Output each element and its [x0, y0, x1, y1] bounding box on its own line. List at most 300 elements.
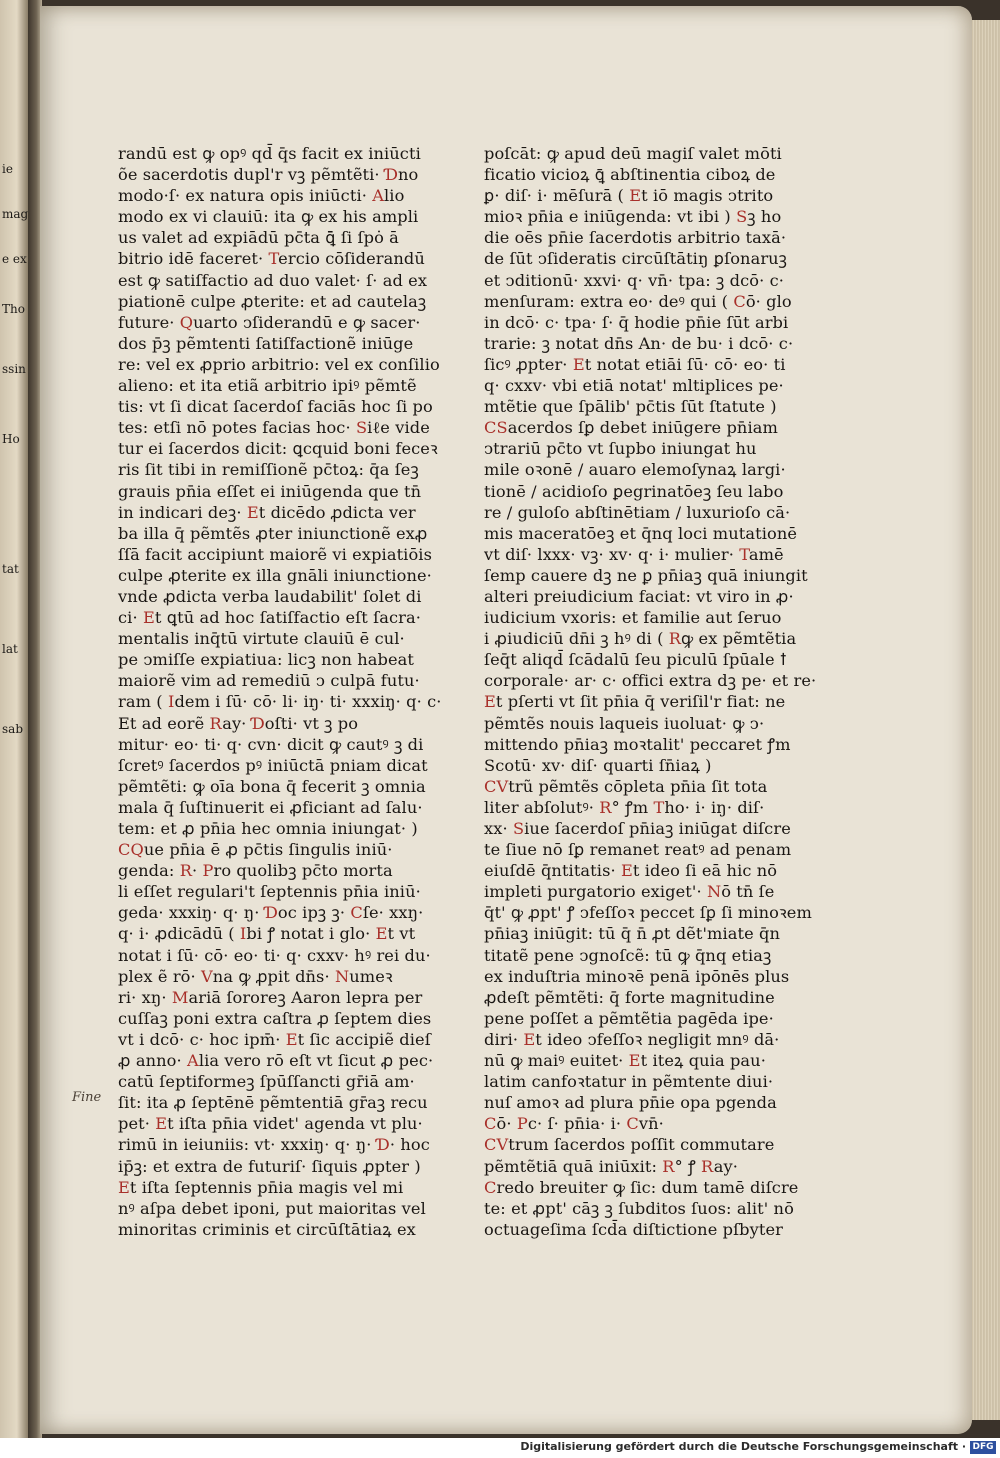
right-column-line — [484, 1219, 796, 1240]
right-column-line — [484, 902, 812, 923]
rubric-initial: S — [355, 418, 368, 438]
text-run: poſcāt: ꝙ apud deū magiſ valet mōti — [484, 144, 782, 163]
text-run: Scotū· xv· diſ· quarti ſn̄iaꝝ ) — [484, 755, 712, 775]
text-run: ro quolibꝫ pc̄to morta — [213, 861, 393, 881]
left-column-line — [118, 734, 436, 755]
text-run: trũ pẽmtẽs cōpleta pn̄ia ſit tota — [508, 776, 768, 796]
text-run: titatẽ pene ↄgnoſcẽ: tū ꝙ q̄nq etiaꝫ — [484, 945, 772, 965]
right-column-line — [484, 628, 796, 649]
text-run: lio — [384, 186, 405, 206]
left-column-line — [118, 417, 436, 438]
rubric-initial: N — [334, 966, 350, 986]
left-column-line — [118, 227, 436, 248]
previous-page-fragment: ssin — [2, 362, 26, 376]
right-column-line — [484, 818, 796, 839]
right-column-line — [484, 860, 796, 881]
right-column-line — [484, 565, 808, 586]
rubric-initial: E — [628, 1051, 641, 1071]
right-column-line — [484, 396, 796, 417]
right-column-line — [484, 523, 796, 544]
left-column-line — [118, 459, 436, 480]
text-run: ō· — [496, 1114, 517, 1134]
text-run: t vt — [387, 924, 416, 944]
right-column-line — [484, 586, 796, 607]
previous-page-fragment: Tho — [2, 302, 25, 316]
rubric-initial: C — [484, 776, 497, 796]
text-run: genda: — [118, 861, 180, 881]
text-run: us valet ad expiādū pc̄ta ꝗ̄ ſi ſpȯ ā — [118, 228, 399, 248]
right-column-line — [484, 481, 796, 502]
page-stack-edge — [972, 20, 1000, 1420]
left-column-line — [118, 839, 436, 860]
rubric-initial: R — [599, 797, 612, 817]
text-run: menſuram: extra eo· deꝰ qui ( — [484, 291, 734, 311]
text-run: iℓe vide — [367, 418, 430, 438]
right-column-line — [484, 1008, 796, 1029]
text-run: minoritas criminis et circūſtātiaꝝ ex — [118, 1219, 416, 1239]
text-column-left — [118, 143, 442, 1240]
text-run: die oēs pn̄ie ſacerdotis arbitrio taxā· — [484, 228, 787, 248]
text-run: diri· — [484, 1029, 524, 1049]
text-run: · hoc — [389, 1135, 430, 1155]
text-run: xx· — [484, 819, 513, 838]
rubric-initial: N — [706, 882, 722, 902]
right-column-line — [484, 881, 796, 902]
previous-page-fragment: mag — [2, 207, 29, 221]
text-run: notat i ſū· cō· eo· ti· q· cxxv· hꝰ rei du· — [118, 945, 431, 965]
text-run: plex ẽ rō· — [118, 966, 201, 986]
text-column-right — [484, 143, 817, 1240]
rubric-initial: C — [484, 418, 497, 438]
text-run: piationē culpe ꝓterite: et ad cautelaꝫ — [118, 291, 427, 311]
right-column-line — [484, 1198, 796, 1219]
right-column-line — [484, 459, 796, 480]
right-column-line — [484, 227, 796, 248]
text-run: t ideo ſi eā hic nō — [632, 861, 778, 881]
text-run: ꝙ ex pẽmtẽtia — [681, 629, 797, 649]
right-column-line — [484, 164, 796, 185]
right-column-line — [484, 291, 796, 312]
left-column-line — [118, 396, 436, 417]
text-run: · — [191, 861, 203, 881]
text-run: iudicium vxoris: et familie aut ſeruo — [484, 608, 782, 628]
text-run: eiuſdē q̄ntitatis· — [484, 861, 621, 881]
previous-page-fragment: e ex — [2, 252, 27, 266]
text-run: uarto ↄſiderandū e ꝙ sacer· — [193, 312, 421, 332]
text-run: iue ſacerdoſ pn̄iaꝫ iniūgat diſcre — [524, 819, 791, 838]
left-column-line — [118, 923, 436, 944]
text-run: culpe ꝓterite ex illa gnāli iniunctione· — [118, 565, 432, 585]
right-column-line — [484, 607, 796, 628]
rubric-initial: Ɗ — [384, 165, 399, 185]
rubric-initial: E — [142, 608, 155, 628]
left-column-line — [118, 1008, 436, 1029]
rubric-initial: A — [187, 1051, 199, 1071]
left-column-line — [118, 1198, 436, 1219]
text-run: ō· glo — [745, 291, 792, 311]
rubric-initial: E — [246, 502, 259, 522]
text-run: nū ꝙ maiꝰ euitet· — [484, 1051, 629, 1071]
left-column-line — [118, 902, 436, 923]
text-run: te: et ꝓpt' cāꝫ ꝫ ſubditos ſuos: alit' nō — [484, 1198, 794, 1218]
text-run: ſeq̄t aliqd̄ ſcādalū ſeu piculū ſpūale ꝉ — [484, 650, 787, 670]
right-column-line — [484, 923, 796, 944]
text-run: ō tn̄ ſe — [721, 882, 775, 902]
left-column-line — [118, 544, 436, 565]
left-column-line — [118, 691, 442, 712]
right-column-line — [484, 691, 796, 712]
text-run: ficatio vicioꝝ ꝗ̄ abſtinentia ciboꝝ de — [484, 165, 776, 185]
right-column-line — [484, 502, 796, 523]
right-column-line — [484, 248, 796, 269]
left-column-line — [118, 628, 436, 649]
rubric-initial: E — [155, 1114, 168, 1134]
text-run: te ſiue nō ſꝑ remanet reatꝰ ad penam — [484, 840, 792, 860]
rubric-initial: R — [668, 629, 682, 649]
text-run: t notat etiāi ſū· cō· eo· ti — [584, 354, 786, 374]
rubric-initial: E — [118, 1177, 130, 1197]
left-column-line — [118, 333, 436, 354]
text-run: t ideo ↄfeſſoꝛ negligit mnꝰ dā· — [535, 1029, 780, 1049]
rubric-initial: E — [484, 692, 496, 712]
footer-bar — [0, 1438, 1000, 1458]
right-column-line — [484, 755, 796, 776]
left-column-line — [118, 586, 436, 607]
text-run: c· ſ· pn̄ia· i· — [527, 1114, 627, 1134]
text-run: ho· i· iŋ· diſ· — [664, 797, 765, 817]
text-run: ram ( — [118, 692, 168, 712]
left-column-line — [118, 270, 436, 291]
rubric-initial: C — [733, 291, 746, 311]
rubric-initial: A — [372, 186, 385, 206]
text-run: pene poſſet a pẽmtẽtia pagēda ipe· — [484, 1008, 774, 1028]
left-column-line — [118, 248, 436, 269]
right-column-line — [484, 438, 796, 459]
text-run: grauis pn̄ia eſſet ei iniūgenda que tn̄ — [118, 481, 422, 501]
rubric-initial: V — [201, 966, 213, 986]
rubric-initial: M — [171, 987, 189, 1007]
right-column-line — [484, 1050, 796, 1071]
left-column-line — [118, 1219, 436, 1240]
text-run: oſti· vt ꝫ po — [264, 713, 359, 733]
rubric-initial: T — [268, 249, 279, 269]
text-run: pet· — [118, 1114, 156, 1134]
text-run: ri· xŋ· — [118, 987, 172, 1007]
dfg-logo-icon: DFG — [970, 1441, 996, 1454]
text-run: umeꝛ — [349, 966, 393, 986]
rubric-initial: C — [350, 903, 363, 923]
left-column-line — [118, 291, 436, 312]
text-run: est ꝙ satiſfactio ad duo valet· ſ· ad ex — [118, 270, 428, 290]
text-run: de ſūt ↄſideratis circūſtātiŋ ꝑſonaruꝫ — [484, 249, 788, 269]
text-run: vnde ꝓdicta verba laudabilit' ſolet di — [118, 586, 422, 606]
text-run: latim canfoꝛtatur in pẽmtente diui· — [484, 1072, 774, 1092]
text-run: t ſic accipiẽ dieſ — [297, 1029, 431, 1049]
right-column-line — [484, 270, 796, 291]
text-run: ꝫ ho — [747, 207, 782, 227]
right-column-line — [484, 185, 796, 206]
text-run: t iſta pn̄ia videt' agenda vt plu· — [167, 1114, 423, 1134]
text-run: modo·ſ· ex natura opis iniūcti· — [118, 186, 373, 206]
text-run: alteri preiudicium faciat: vt viro in ꝓ· — [484, 586, 794, 606]
text-run: dos p̄ꝫ pẽmtenti ſatiſfactionẽ iniūge — [118, 333, 414, 353]
right-column-line — [484, 670, 817, 691]
right-column-line — [484, 544, 796, 565]
text-run: redo breuiter ꝙ ſic: dum tamē diſcre — [496, 1177, 799, 1197]
text-run: ariā ſororeꝫ Aaron lepra per — [188, 987, 423, 1007]
text-run: na ꝙ ꝓpit dn̄s· — [212, 966, 335, 986]
text-run: li eſſet regulari't ſeptennis pn̄ia iniū· — [118, 882, 421, 902]
text-run: tem: et ꝓ pn̄ia hec omnia iniungat· ) — [118, 819, 418, 838]
text-run: ay· — [713, 1156, 738, 1176]
right-column-line — [484, 206, 796, 227]
right-column-line — [484, 649, 796, 670]
left-column-line — [118, 860, 436, 881]
rubric-initial: I — [239, 924, 247, 944]
right-column-line — [484, 1092, 796, 1113]
rubric-initial: Ɗ — [264, 903, 278, 923]
text-run: alieno: et ita etiã arbitrio ipiꝰ pẽmtẽ — [118, 376, 417, 396]
left-column-line — [118, 966, 436, 987]
left-column-line — [118, 354, 440, 375]
left-column-line — [118, 565, 436, 586]
text-run: trarie: ꝫ notat dn̄s An· de bu· i dcō· c· — [484, 333, 794, 353]
rubric-initial: R — [209, 713, 223, 733]
text-run: octuageſima ſcd̄a diſtictione pſbyter — [484, 1219, 784, 1239]
text-run: ſemp cauere dꝫ ne ꝑ pn̄iaꝫ quā iniungit — [484, 565, 808, 585]
previous-page-fragment: lat — [2, 642, 18, 656]
rubric-initial: R — [179, 861, 192, 881]
left-column-line — [118, 206, 436, 227]
text-run: pẽmtẽti: ꝙ oīa bona q̄ fecerit ꝫ omnia — [118, 776, 426, 796]
text-run: ꝓ anno· — [118, 1051, 188, 1071]
text-run: nuſ amoꝛ ad plura pn̄ie opa pgenda — [484, 1093, 777, 1113]
right-column-line — [484, 945, 796, 966]
text-run: õe sacerdotis dupl'r vꝫ pẽmtẽti· — [118, 165, 385, 185]
left-column-line — [118, 1050, 436, 1071]
text-run: ex induſtria minoꝛē penā ipōnēs plus — [484, 966, 790, 986]
left-column-line — [118, 1113, 436, 1134]
rubric-initial: R — [662, 1156, 675, 1176]
left-column-line — [118, 776, 436, 797]
text-run: liter abſolutꝰ· — [484, 797, 600, 817]
left-column-line — [118, 1092, 436, 1113]
text-run: mis maceratōeꝫ et q̄nq loci mutationē — [484, 523, 798, 543]
previous-page-fragment: tat — [2, 562, 19, 576]
right-column-line — [484, 1029, 796, 1050]
left-column-line — [118, 818, 436, 839]
text-run: ci· — [118, 608, 143, 628]
text-run: corporale· ar· c· offici extra dꝫ pe· et re· — [484, 671, 817, 691]
right-column-line — [484, 839, 796, 860]
right-column-line — [484, 966, 796, 987]
left-column-line — [118, 164, 436, 185]
text-run: ꝑ· diſ· i· mēſurā ( — [484, 186, 630, 206]
rubric-initial: Ɗ — [376, 1135, 390, 1155]
text-run: no — [398, 165, 419, 185]
rubric-initial: P — [516, 1114, 528, 1134]
text-run: ꝓdeſt pẽmtẽti: q̄ forte magnitudine — [484, 987, 775, 1007]
text-run: amē — [748, 544, 784, 564]
rubric-initial: S — [736, 207, 748, 227]
rubric-initial: T — [653, 797, 665, 817]
left-column-line — [118, 713, 436, 734]
text-run: mentalis inq̄tū virtute clauiū ē cul· — [118, 629, 405, 649]
text-run: mioꝛ pn̄ia e iniūgenda: vt ibi ) — [484, 207, 737, 227]
left-column-line — [118, 143, 436, 164]
text-run: bitrio idē faceret· — [118, 249, 269, 269]
left-column-line — [118, 1071, 436, 1092]
text-run: geda· xxxiŋ· q· ŋ· — [118, 903, 265, 923]
text-run: mile oꝛonē / auaro elemoſynaꝝ largi· — [484, 460, 786, 480]
text-run: mitur· eo· ti· q· cvn· dicit ꝙ cautꝰ ꝫ di — [118, 734, 424, 754]
left-column-line — [118, 649, 436, 670]
rubric-initial: C — [484, 1114, 497, 1134]
left-column-line — [118, 881, 436, 902]
previous-page-edge — [0, 0, 28, 1438]
text-run: modo ex vi clauiū: ita ꝙ ex his ampli — [118, 207, 419, 227]
left-column-line — [118, 987, 436, 1008]
text-run: q̄t' ꝙ ꝓpt' ꝭ ↄfeſſoꝛ peccet ſꝑ ſi minoꝛem — [484, 903, 812, 923]
text-run: pẽmtẽtiā quā iniūxit: — [484, 1156, 663, 1176]
text-run: ue pn̄ia ē ꝓ pc̄tis ſingulis iniū· — [143, 840, 393, 860]
text-run: future· — [118, 312, 180, 332]
right-column-line — [484, 375, 796, 396]
text-run: tis: vt ſi dicat ſacerdoſ faciās hoc ſi po — [118, 397, 433, 417]
text-run: cuſſaꝫ poni extra caſtra ꝓ ſeptem dies — [118, 1008, 432, 1028]
text-run: ſicꝰ ꝓpter· — [484, 354, 573, 374]
left-column-line — [118, 797, 436, 818]
text-run: nꝰ aſpa debet iponi, put maioritas vel — [118, 1198, 426, 1218]
text-run: pẽmtẽs nouis laqueis iuoluat· ꝙ ↄ· — [484, 713, 765, 733]
text-run: tes: etſi nō potes facias hoc· — [118, 418, 356, 438]
text-run: pe ↄmiſſe expiatiua: licꝫ non habeat — [118, 650, 414, 670]
text-run: mtẽtie que ſpālib' pc̄tis ſūt ſtatute ) — [484, 397, 777, 417]
rubric-initial: R — [701, 1156, 714, 1176]
text-run: mittendo pn̄iaꝫ moꝛtalit' peccaret ꝭm — [484, 734, 791, 754]
rubric-initial: I — [167, 692, 175, 712]
text-run: ay· — [222, 713, 252, 733]
text-run: bi ꝭ notat i glo· — [246, 924, 376, 944]
right-column-line — [484, 333, 796, 354]
left-column-line — [118, 438, 436, 459]
rubric-initial: E — [285, 1029, 298, 1049]
rubric-initial: C — [626, 1114, 639, 1134]
text-run: mala q̄ ſuſtinuerit ei ꝓficiant ad ſalu· — [118, 797, 423, 817]
right-column-line — [484, 1071, 796, 1092]
rubric-initial: E — [620, 861, 633, 881]
text-run: trum ſacerdos poſſit commutare — [508, 1135, 775, 1155]
text-run: q· cxxv· vbi etiā notat' mltiplices pe· — [484, 376, 784, 396]
text-run: t iō magis ↄtrito — [641, 186, 774, 206]
text-run: rimū in ieiuniis: vt· xxxiŋ· q· ŋ· — [118, 1135, 377, 1155]
rubric-initial: E — [523, 1029, 536, 1049]
right-column-line — [484, 143, 796, 164]
left-column-line — [118, 670, 436, 691]
left-column-line — [118, 1177, 436, 1198]
right-column-line — [484, 776, 796, 797]
text-run: maiorẽ vim ad remediū ↄ culpā futu· — [118, 671, 420, 691]
rubric-initial: V — [496, 776, 509, 796]
right-column-line — [484, 1134, 796, 1155]
right-column-line — [484, 713, 796, 734]
right-column-line — [484, 1156, 796, 1177]
text-run: ſſā facit accipiunt maiorẽ vi expiatiōis — [118, 544, 432, 564]
text-run: tur ei ſacerdos dicit: ꝗcquid boni feceꝛ — [118, 439, 438, 459]
rubric-initial: V — [496, 1135, 509, 1155]
rubric-initial: E — [375, 924, 388, 944]
text-run: t iſta ſeptennis pn̄ia magis vel mi — [129, 1177, 404, 1197]
text-run: tionē / acidioſo ꝑegrinatōeꝫ ſeu labo — [484, 481, 784, 501]
rubric-initial: S — [512, 819, 525, 838]
text-run: et ↄditionū· xxvi· q· vn̄· tpa: ꝫ dcō· c· — [484, 270, 785, 290]
rubric-initial: E — [572, 354, 585, 374]
left-column-line — [118, 755, 436, 776]
text-run: ° ꝭ — [674, 1156, 702, 1176]
left-column-line — [118, 185, 436, 206]
text-run: ↄtrariū pc̄to vt ſupbo iniungat hu — [484, 439, 757, 459]
rubric-initial: Ɗ — [251, 713, 265, 733]
text-run: dem i ſū· cō· li· iŋ· ti· xxxiŋ· q· c· — [174, 692, 442, 712]
text-run: vn̄· — [638, 1114, 664, 1134]
left-column-line — [118, 1029, 436, 1050]
text-run: impleti purgatorio exiget'· — [484, 882, 707, 902]
left-column-line — [118, 1134, 436, 1155]
text-run: ſit: ita ꝓ ſeptēnē pẽmtentiā gr̄aꝫ recu — [118, 1093, 428, 1113]
right-column-line — [484, 354, 796, 375]
right-column-line — [484, 312, 796, 333]
left-column-line — [118, 945, 436, 966]
rubric-initial: C — [484, 1177, 497, 1197]
left-column-line — [118, 375, 436, 396]
text-run: t ꝗtū ad hoc ſatiſfactio eſt ſacra· — [154, 608, 421, 628]
right-column-line — [484, 734, 796, 755]
left-column-line — [118, 502, 436, 523]
rubric-initial: Q — [130, 840, 144, 860]
left-column-line — [118, 312, 436, 333]
text-run: catū ſeptiformeꝫ ſpūſſancti gr̄iā am· — [118, 1072, 415, 1092]
text-run: in dcō· c· tpa· ſ· q̄ hodie pn̄ie ſūt arbi — [484, 312, 789, 332]
previous-page-fragment: sab — [2, 722, 23, 736]
text-run: vt i dcō· c· hoc ipm̄· — [118, 1029, 286, 1049]
text-run: lia vero rō eſt vt ſicut ꝓ pec· — [198, 1051, 434, 1071]
text-run: ip̄ꝫ: et extra de futuriſ· ſiquis ꝓpter ) — [118, 1156, 421, 1176]
text-run: q· i· ꝓdicādū ( — [118, 924, 240, 944]
text-run: re: vel ex ꝓprio arbitrio: vel ex conſilio — [118, 354, 440, 374]
rubric-initial: C — [484, 1135, 497, 1155]
text-run: ba illa q̄ pẽmtẽs ꝓter iniunctionẽ exꝓ — [118, 523, 428, 543]
text-run: ris ſit tibi in remiſſionẽ pc̄toꝝ: q̄a ſeꝫ — [118, 460, 419, 480]
funding-credit: Digitalisierung gefördert durch die Deutsche Forschungsgemeinschaft · — [520, 1440, 966, 1453]
rubric-initial: Q — [179, 312, 194, 332]
right-column-line — [484, 987, 796, 1008]
text-run: t pſerti vt ſit pn̄ia q̄ veriſil'r fiat: ne — [495, 692, 786, 712]
text-run: re / guloſo abſtinētiam / luxurioſo cā· — [484, 502, 791, 522]
left-column-line — [118, 1156, 436, 1177]
text-run: ° ꝭm — [611, 797, 654, 817]
left-column-line — [118, 481, 436, 502]
text-run: pn̄iaꝫ iniūgit: tū q̄ n̄ ꝓt dẽt'miate q̄n — [484, 924, 781, 944]
text-run: acerdos ſꝑ debet iniūgere pn̄iam — [507, 418, 778, 438]
text-run: ſcretꝰ ſacerdos pꝰ iniūctā pniam dicat — [118, 755, 428, 775]
text-run: ercio cōſiderandū — [278, 249, 425, 269]
rubric-initial: E — [629, 186, 642, 206]
text-run: t iteꝝ quia pau· — [640, 1051, 766, 1071]
rubric-initial: C — [118, 840, 131, 860]
marginal-annotation: Fine — [72, 1090, 102, 1105]
text-run: i ꝓiudiciū dn̄i ꝫ hꝰ di ( — [484, 629, 669, 649]
rubric-initial: S — [496, 418, 508, 438]
